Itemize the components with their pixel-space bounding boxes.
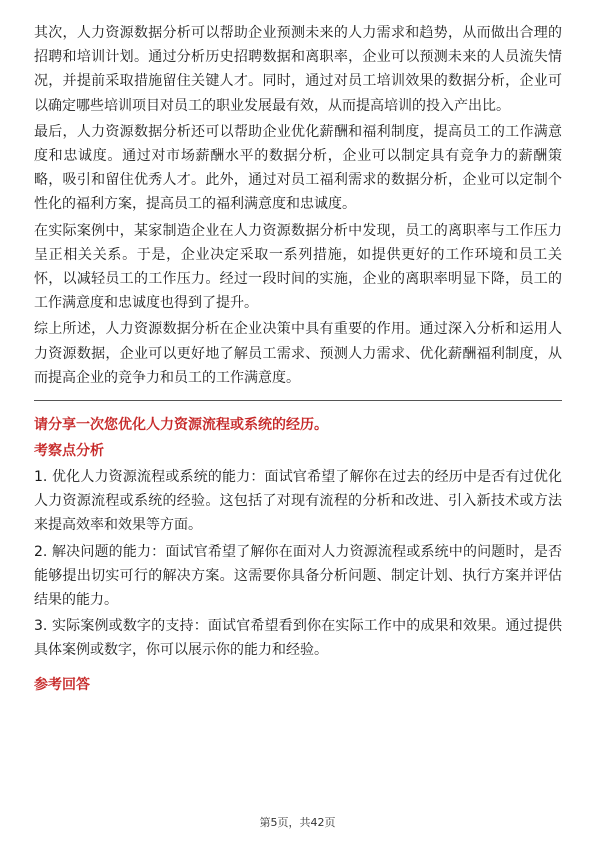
page-number: 第5页，共42页 xyxy=(259,816,336,829)
body-paragraph: 其次，人力资源数据分析可以帮助企业预测未来的人力需求和趋势，从而做出合理的招聘和培训计划。通过分析历史招聘数据和离职率，企业可以预测未来的人员流失情况，并提前采取措施留住关键人才。同时，通过对员工培训效果的数据分析，企业可以确定哪些培训项目对员工的职业发展最有效，从而提高培训的投入产出比。 xyxy=(34,25,562,114)
answer-heading: 参考回答 xyxy=(34,676,90,693)
body-paragraph: 在实际案例中，某家制造企业在人力资源数据分析中发现，员工的离职率与工作压力呈正相关关系。于是，企业决定采取一系列措施，如提供更好的工作环境和员工关怀，以减轻员工的工作压力。经过一段时间的实施，企业的离职率明显下降，员工的工作满意度和忠诚度也得到了提升。 xyxy=(34,222,562,312)
analysis-heading: 考察点分析 xyxy=(34,443,104,460)
analysis-point: 3. 实际案例或数字的支持：面试官希望看到你在实际工作中的成果和效果。通过提供具体案例或数字，你可以展示你的能力和经验。 xyxy=(34,618,562,659)
section-divider xyxy=(34,400,562,401)
document-page xyxy=(34,21,562,699)
body-paragraph: 综上所述，人力资源数据分析在企业决策中具有重要的作用。通过深入分析和运用人力资源数据，企业可以更好地了解员工需求、预测人力需求、优化薪酬福利制度，从而提高企业的竞争力和员工的工作满意度。 xyxy=(34,321,562,386)
analysis-point: 1. 优化人力资源流程或系统的能力：面试官希望了解你在过去的经历中是否有过优化人力资源流程或系统的经验。这包括了对现有流程的分析和改进、引入新技术或方法来提高效率和效果等方面。 xyxy=(34,469,562,534)
body-paragraph: 最后，人力资源数据分析还可以帮助企业优化薪酬和福利制度，提高员工的工作满意度和忠诚度。通过对市场薪酬水平的数据分析，企业可以制定具有竞争力的薪酬策略，吸引和留住优秀人才。此外，通过对员工福利需求的数据分析，企业可以定制个性化的福利方案，提高员工的福利满意度和忠诚度。 xyxy=(34,123,562,213)
interview-question: 请分享一次您优化人力资源流程或系统的经历。 xyxy=(34,417,328,434)
analysis-point: 2. 解决问题的能力：面试官希望了解你在面对人力资源流程或系统中的问题时，是否能够提出切实可行的解决方案。这需要你具备分析问题、制定计划、执行方案并评估结果的能力。 xyxy=(34,543,562,609)
